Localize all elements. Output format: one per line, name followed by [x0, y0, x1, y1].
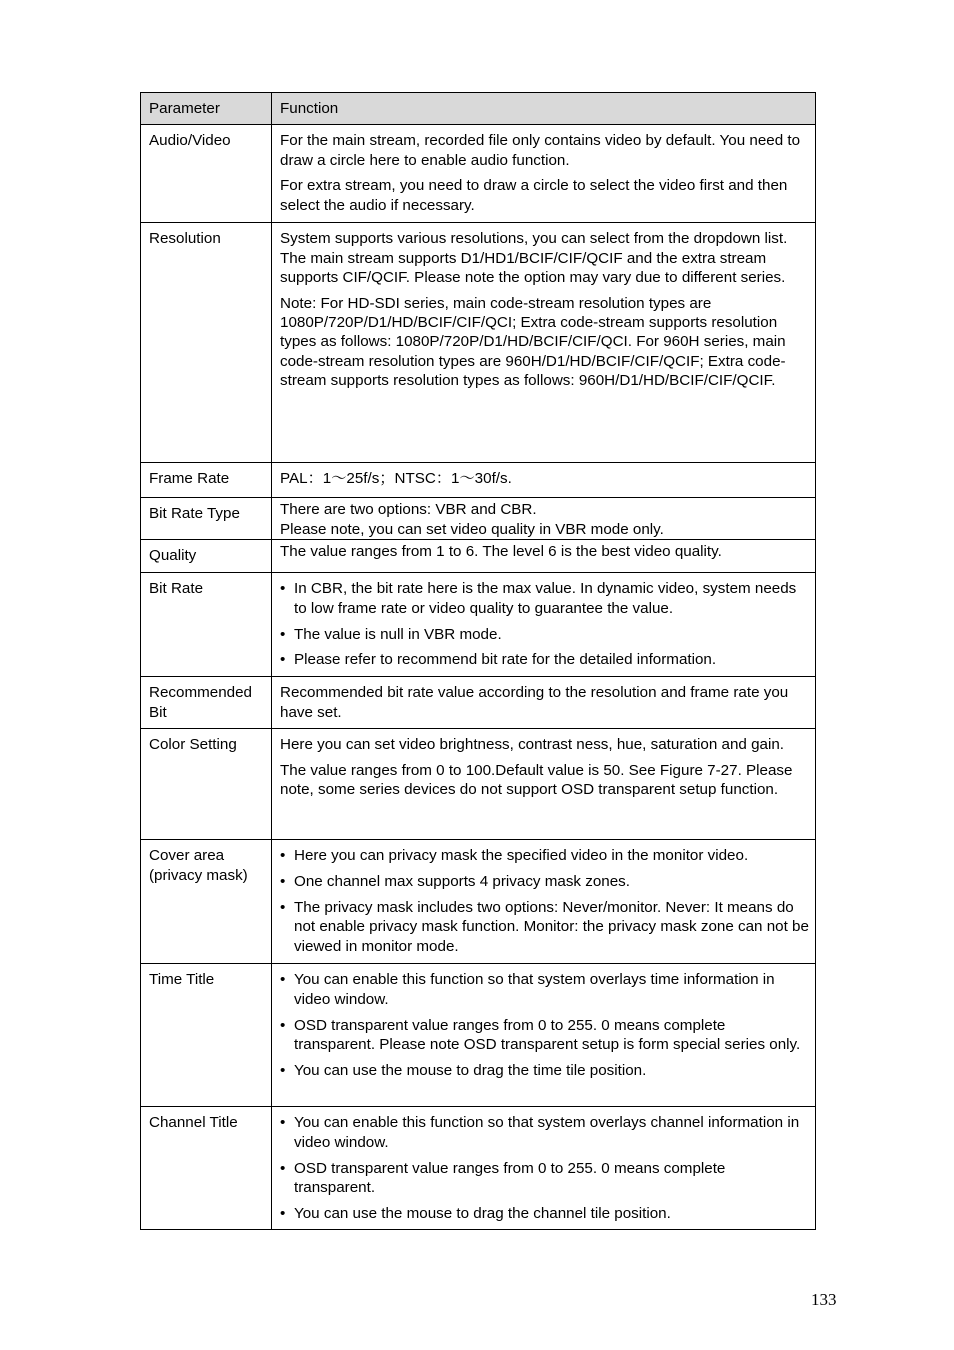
param-cell: Resolution [141, 223, 272, 463]
function-text: Recommended bit rate value according to the resolution and frame rate you have set. [280, 684, 789, 721]
bullet-list [280, 846, 809, 956]
function-text: For the main stream, recorded file only contains video by default. You need to draw a circle here to enable audio function. [280, 132, 801, 169]
list-item: • You can use the mouse to drag the channel tile position. [280, 1204, 671, 1222]
list-item: • OSD transparent value ranges from 0 to 255. 0 means complete transparent. Please note OSD transparent setup is form special series only. [280, 1016, 801, 1053]
list-item: • The value is null in VBR mode. [280, 625, 502, 643]
param-cell: Channel Title [141, 1107, 272, 1230]
table-row [141, 463, 816, 498]
bullet-list [280, 1113, 809, 1223]
list-item: • Here you can privacy mask the specified video in the monitor video. [280, 847, 749, 865]
bullet-icon: • [280, 971, 286, 989]
function-text: System supports various resolutions, you can select from the dropdown list. The main stream supports D1/HD1/BCIF/CIF/QCIF and the extra stream supports CIF/QCIF. Please note the option may vary due to different series. [280, 230, 788, 287]
header-parameter: Parameter [141, 93, 272, 125]
list-item: • One channel max supports 4 privacy mask zones. [280, 873, 630, 891]
table-header-row [141, 93, 816, 125]
list-item: • You can enable this function so that system overlays time information in video window. [280, 971, 775, 1008]
list-item: • OSD transparent value ranges from 0 to 255. 0 means complete transparent. [280, 1159, 726, 1196]
table-row [141, 498, 816, 540]
function-cell [272, 125, 816, 223]
param-cell: Audio/Video [141, 125, 272, 223]
function-text: Here you can set video brightness, contrast ness, hue, saturation and gain. [280, 736, 785, 754]
function-cell [272, 729, 816, 840]
table-row [141, 223, 816, 463]
table-row [141, 964, 816, 1107]
param-cell: Frame Rate [141, 463, 272, 498]
list-item: • Please refer to recommend bit rate for the detailed information. [280, 651, 717, 669]
bullet-icon: • [280, 1204, 286, 1222]
table-row [141, 1107, 816, 1230]
function-text: The value ranges from 0 to 100.Default value is 50. See Figure 7-27. Please note, some series devices do not support OSD transparent setup function. [280, 761, 793, 799]
list-item: • In CBR, the bit rate here is the max value. In dynamic video, system needs to low frame rate or video quality to guarantee the value. [280, 580, 797, 617]
table-row [141, 677, 816, 729]
list-item: • The privacy mask includes two options: Never/monitor. Never: It means do not enable privacy mask function. Monitor: the privacy mask zone can not be viewed in monitor mode. [280, 899, 809, 955]
bullet-icon: • [280, 1061, 286, 1079]
header-function: Function [272, 93, 816, 125]
table-row [141, 540, 816, 573]
function-cell [272, 1107, 816, 1230]
function-cell [272, 223, 816, 463]
param-cell: Time Title [141, 964, 272, 1107]
param-cell: Bit Rate Type [141, 498, 272, 540]
bullet-icon: • [280, 1016, 286, 1034]
bullet-icon: • [280, 899, 286, 917]
bullet-icon: • [280, 651, 286, 669]
function-text: There are two options: VBR and CBR. [280, 501, 537, 519]
function-cell [272, 677, 816, 729]
bullet-icon: • [280, 625, 286, 643]
function-text: Note: For HD-SDI series, main code-stream resolution types are 1080P/720P/D1/HD/BCIF/CIF/QCI; Extra code-stream supports resolution types as follows: 1080P/720P/D1/HD/BCIF/CIF/QCI. For 960H series, main code-stream resolution types are 960H/D1/HD/BCIF/CIF/QCIF; Extra code-stream supports resolution types as follows: 960H/D1/HD/BCIF/CIF/QCIF. [280, 294, 786, 390]
table-row [141, 840, 816, 964]
function-cell [272, 573, 816, 677]
function-text: PAL：1～25f/s；NTSC：1～30f/s. [280, 470, 512, 488]
bullet-icon: • [280, 847, 286, 865]
bullet-list [280, 970, 809, 1080]
bullet-icon: • [280, 1159, 286, 1177]
param-cell: Bit Rate [141, 573, 272, 677]
table-row [141, 729, 816, 840]
function-cell [272, 540, 816, 573]
function-cell [272, 964, 816, 1107]
param-cell: Cover area (privacy mask) [141, 840, 272, 964]
function-cell [272, 840, 816, 964]
function-cell [272, 498, 816, 540]
bullet-icon: • [280, 580, 286, 598]
param-cell: Recommended Bit [141, 677, 272, 729]
page-number: 133 [811, 1290, 837, 1309]
function-text: The value ranges from 1 to 6. The level 6 is the best video quality. [280, 543, 722, 561]
list-item: • You can use the mouse to drag the time tile position. [280, 1061, 647, 1079]
param-cell: Quality [141, 540, 272, 573]
bullet-icon: • [280, 1114, 286, 1132]
table-row [141, 573, 816, 677]
function-text: For extra stream, you need to draw a circle to select the video first and then select the audio if necessary. [280, 177, 788, 214]
function-cell [272, 463, 816, 498]
param-cell: Color Setting [141, 729, 272, 840]
function-text: Please note, you can set video quality in VBR mode only. [280, 520, 664, 538]
parameter-table [140, 92, 816, 1230]
table-row [141, 125, 816, 223]
bullet-icon: • [280, 873, 286, 891]
list-item: • You can enable this function so that system overlays channel information in video window. [280, 1114, 800, 1151]
bullet-list [280, 579, 809, 670]
